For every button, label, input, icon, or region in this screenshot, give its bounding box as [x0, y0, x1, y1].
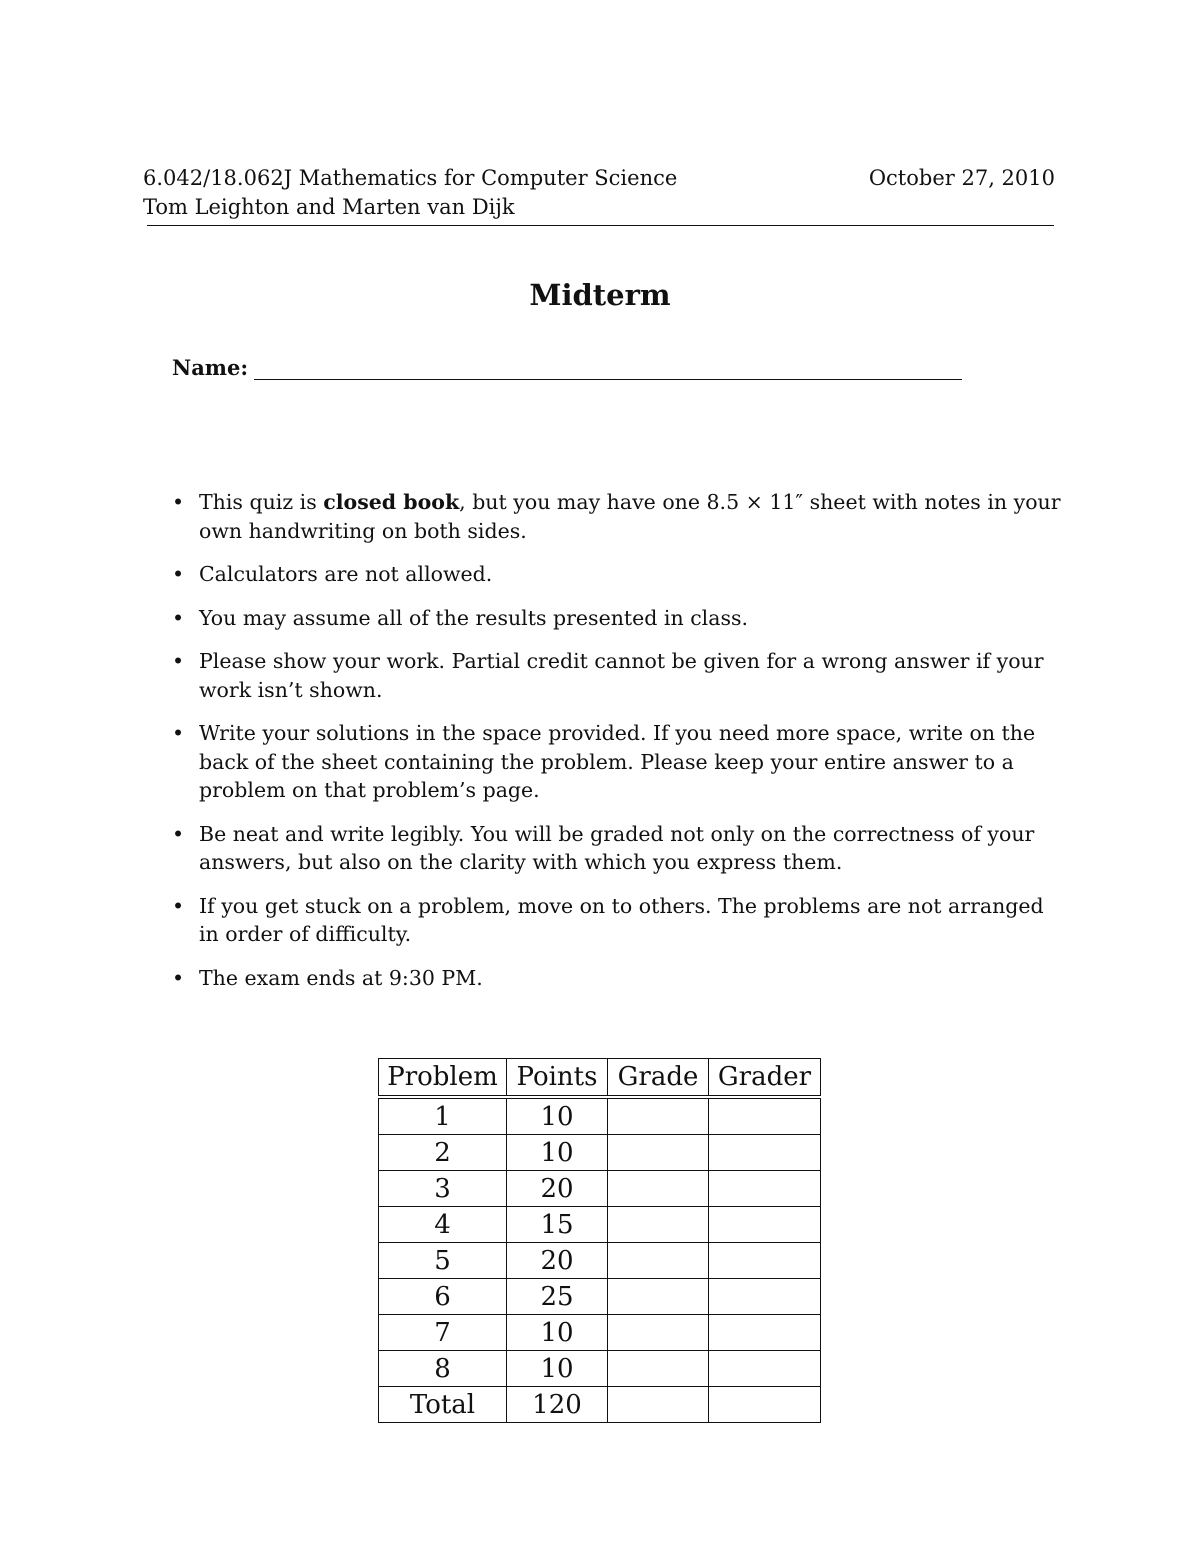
bullet-icon: • — [172, 605, 185, 630]
grader-cell[interactable] — [709, 1135, 821, 1171]
points-cell: 15 — [507, 1207, 608, 1243]
problem-cell: 8 — [379, 1351, 507, 1387]
instruction-item: • This quiz is closed book, but you may have one 8.5 × 11″ sheet with notes in your own handwriting on both sides. — [172, 490, 1061, 543]
bullet-icon: • — [172, 490, 185, 514]
instruction-item: • Please show your work. Partial credit cannot be given for a wrong answer if your work isn’t shown. — [172, 649, 1044, 702]
name-label: Name: — [172, 355, 249, 380]
bullet-icon: • — [172, 721, 185, 745]
bullet-icon: • — [172, 893, 185, 918]
header-divider — [147, 225, 1054, 226]
problem-cell: 6 — [379, 1279, 507, 1315]
bullet-icon: • — [172, 562, 185, 586]
page-title: Midterm — [529, 278, 671, 312]
grade-cell[interactable] — [608, 1135, 709, 1171]
table-row — [379, 1135, 821, 1171]
table-row — [379, 1279, 821, 1315]
column-header-grader: Grader — [709, 1059, 821, 1098]
instruction-item: • The exam ends at 9:30 PM. — [172, 964, 1062, 993]
column-header-problem: Problem — [379, 1059, 507, 1098]
grader-cell[interactable] — [709, 1387, 821, 1423]
grader-cell[interactable] — [709, 1243, 821, 1279]
grader-cell[interactable] — [709, 1351, 821, 1387]
instruction-item: • Be neat and write legibly. You will be graded not only on the correctness of your answers, but also on the clarity with which you express them. — [172, 821, 1035, 874]
problem-cell: 5 — [379, 1243, 507, 1279]
table-row — [379, 1351, 821, 1387]
table-row — [379, 1315, 821, 1351]
grader-cell[interactable] — [709, 1097, 821, 1135]
points-cell: 20 — [507, 1171, 608, 1207]
problem-cell: 4 — [379, 1207, 507, 1243]
grading-table — [378, 1058, 821, 1423]
column-header-grade: Grade — [608, 1059, 709, 1098]
grade-cell[interactable] — [608, 1243, 709, 1279]
problem-cell: 2 — [379, 1135, 507, 1171]
grade-cell[interactable] — [608, 1387, 709, 1423]
grader-cell[interactable] — [709, 1171, 821, 1207]
table-header-row — [379, 1059, 821, 1098]
course-title: 6.042/18.062J Mathematics for Computer Science — [143, 166, 678, 190]
total-label-cell: Total — [379, 1387, 507, 1423]
grade-cell[interactable] — [608, 1097, 709, 1135]
table-row — [379, 1171, 821, 1207]
name-row — [172, 355, 962, 380]
points-cell: 20 — [507, 1243, 608, 1279]
grade-cell[interactable] — [608, 1171, 709, 1207]
grade-cell[interactable] — [608, 1279, 709, 1315]
instruction-item: • You may assume all of the results presented in class. — [172, 604, 1062, 633]
grader-cell[interactable] — [709, 1279, 821, 1315]
instructions-list — [172, 488, 1062, 1007]
points-cell: 25 — [507, 1279, 608, 1315]
table-row — [379, 1097, 821, 1135]
column-header-points: Points — [507, 1059, 608, 1098]
instruction-item: • Write your solutions in the space provided. If you need more space, write on the back of the sheet containing the problem. Please keep your entire answer to a problem on that problem’s page. — [172, 721, 1036, 802]
header-top-row — [143, 164, 1055, 193]
points-cell: 10 — [507, 1135, 608, 1171]
points-cell: 10 — [507, 1351, 608, 1387]
grade-cell[interactable] — [608, 1351, 709, 1387]
instruction-item: • Calculators are not allowed. — [172, 560, 1062, 589]
bullet-icon: • — [172, 821, 185, 846]
bullet-icon: • — [172, 965, 185, 990]
page-header — [143, 164, 1055, 222]
problem-cell: 3 — [379, 1171, 507, 1207]
name-field[interactable] — [254, 359, 962, 380]
points-cell: 10 — [507, 1097, 608, 1135]
instruction-item: • If you get stuck on a problem, move on to others. The problems are not arranged in order of difficulty. — [172, 893, 1044, 946]
table-total-row — [379, 1387, 821, 1423]
grade-cell[interactable] — [608, 1315, 709, 1351]
points-cell: 10 — [507, 1315, 608, 1351]
exam-date: October 27, 2010 — [868, 166, 1055, 190]
grader-cell[interactable] — [709, 1207, 821, 1243]
table-row — [379, 1243, 821, 1279]
problem-cell: 1 — [379, 1097, 507, 1135]
table-row — [379, 1207, 821, 1243]
grader-cell[interactable] — [709, 1315, 821, 1351]
total-points-cell: 120 — [507, 1387, 608, 1423]
bullet-icon: • — [172, 649, 185, 673]
instructors: Tom Leighton and Marten van Dijk — [143, 195, 515, 219]
grade-cell[interactable] — [608, 1207, 709, 1243]
problem-cell: 7 — [379, 1315, 507, 1351]
